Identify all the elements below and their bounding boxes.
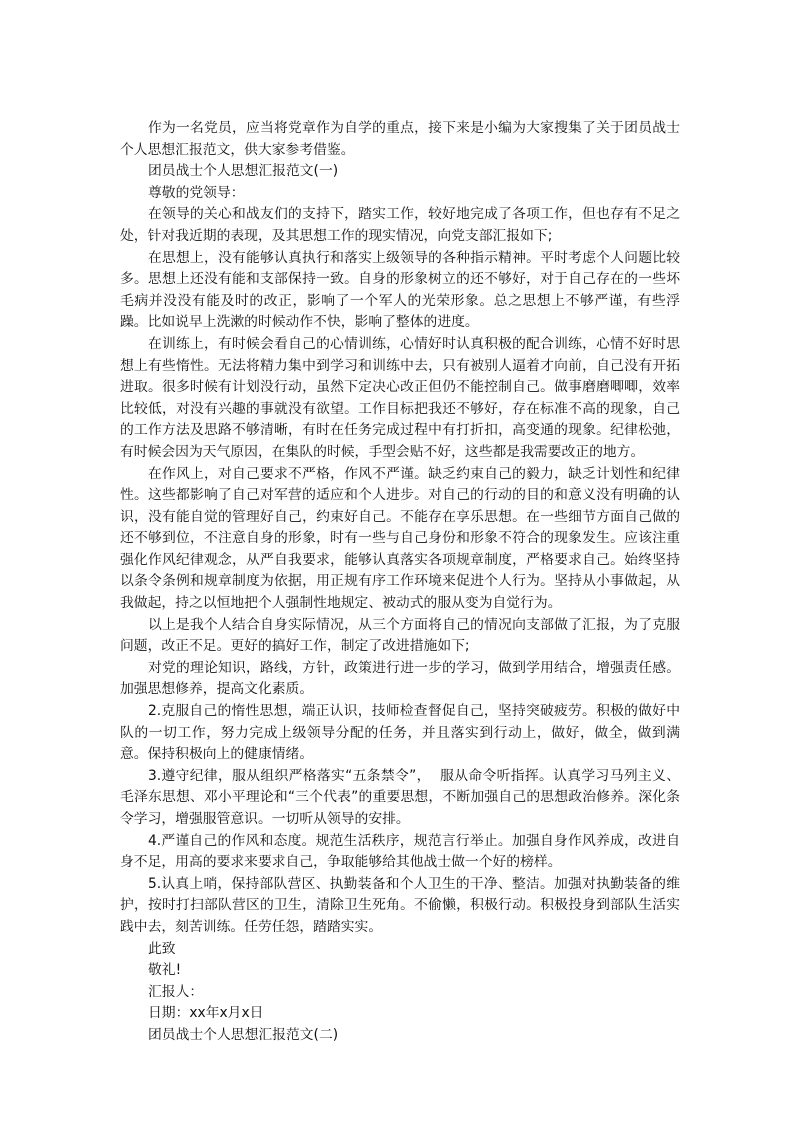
body-paragraph: 在训练上，有时候会看自己的心情训练，心情好时认真积极的配合训练，心情不好时思想上有些惰性。无法将精力集中到学习和训练中去，只有被别人逼着才向前，自己没有开拓进取。很多时候有计划没行动，虽然下定决心改正但仍不能控制自己。做事磨磨唧唧，效率比较低，对没有兴趣的事就没有欲望。工作目标把我还不够好，存在标准不高的现象，自己的工作方法及思路不够清晰，有时在任务完成过程中有打折扣，高变通的现象。纪律松弛，有时候会因为天气原因，在集队的时候，手型会贴不好，这些都是我需要改正的地方。 [120, 335, 680, 460]
list-item: 3.遵守纪律，服从组织严格落实“五条禁令”， 服从命令听指挥。认真学习马列主义、毛泽东思想、邓小平理论和“三个代表”的重要思想，不断加强自己的思想政治修养。深化条令学习，增强服管意识。一切听从领导的安排。 [120, 767, 680, 827]
closing: 此致 [148, 940, 176, 957]
list-item: 5.认真上哨，保持部队营区、执勤装备和个人卫生的干净、整洁。加强对执勤装备的维护，按时打扫部队营区的卫生，清除卫生死角。不偷懒，积极行动。积极投身到部队生活实践中去，刻苦训练。任劳任怨，踏踏实实。 [120, 875, 680, 935]
body-paragraph: 在领导的关心和战友们的支持下，踏实工作，较好地完成了各项工作，但也存有不足之处，针对我近期的表现，及其思想工作的现实情况，向党支部汇报如下; [120, 206, 680, 244]
document-body [120, 118, 680, 1047]
section-title-2: 团员战士个人思想汇报范文(二) [148, 1026, 339, 1043]
date-line: 日期：xx年x月x日 [148, 1005, 264, 1022]
salutation: 尊敬的党领导： [148, 184, 245, 201]
list-item: 4.严谨自己的作风和态度。规范生活秩序，规范言行举止。加强自身作风养成，改进自身不足，用高的要求来要求自己，争取能够给其他战士做一个好的榜样。 [120, 832, 680, 871]
closing-salute: 敬礼! [148, 962, 182, 979]
reporter-line: 汇报人： [148, 983, 204, 1000]
list-item: 对党的理论知识，路线，方针，政策进行进一步的学习，做到学用结合，增强责任感。加强思想修养，提高文化素质。 [120, 659, 680, 698]
body-paragraph: 在思想上，没有能够认真执行和落实上级领导的各种指示精神。平时考虑个人问题比较多。思想上还没有能和支部保持一致。自身的形象树立的还不够好，对于自己存在的一些坏毛病并没没有能及时的改正，影响了一个军人的光荣形象。总之思想上不够严谨，有些浮躁。比如说早上洗漱的时候动作不快，影响了整体的进度。 [120, 249, 680, 331]
body-paragraph: 在作风上，对自己要求不严格，作风不严谨。缺乏约束自己的毅力，缺乏计划性和纪律性。这些都影响了自己对军营的适应和个人进步。对自己的行动的目的和意义没有明确的认识，没有能自觉的管理好自己，约束好自己。不能存在享乐思想。在一些细节方面自己做的还不够到位，不注意自身的形象，时有一些与自己身份和形象不符合的现象发生。应该注重强化作风纪律观念，从严自我要求，能够认真落实各项规章制度，严格要求自己。始终坚持以条令条例和规章制度为依据，用正规有序工作环境来促进个人行为。坚持从小事做起，从我做起，持之以恒地把个人强制性地规定、被动式的服从变为自觉行为。 [120, 465, 680, 612]
section-title-1: 团员战士个人思想汇报范文(一) [148, 163, 339, 180]
intro-paragraph: 作为一名党员，应当将党章作为自学的重点，接下来是小编为大家搜集了关于团员战士个人思想汇报范文，供大家参考借鉴。 [120, 120, 680, 158]
body-paragraph: 以上是我个人结合自身实际情况，从三个方面将自己的情况向支部做了汇报，为了克服问题，改正不足。更好的搞好工作，制定了改进措施如下; [120, 616, 680, 655]
list-item: 2.克服自己的惰性思想，端正认识，技师检查督促自己，坚持突破疲劳。积极的做好中队的一切工作，努力完成上级领导分配的任务，并且落实到行动上，做好，做全，做到满意。保持积极向上的健康情绪。 [120, 703, 680, 763]
